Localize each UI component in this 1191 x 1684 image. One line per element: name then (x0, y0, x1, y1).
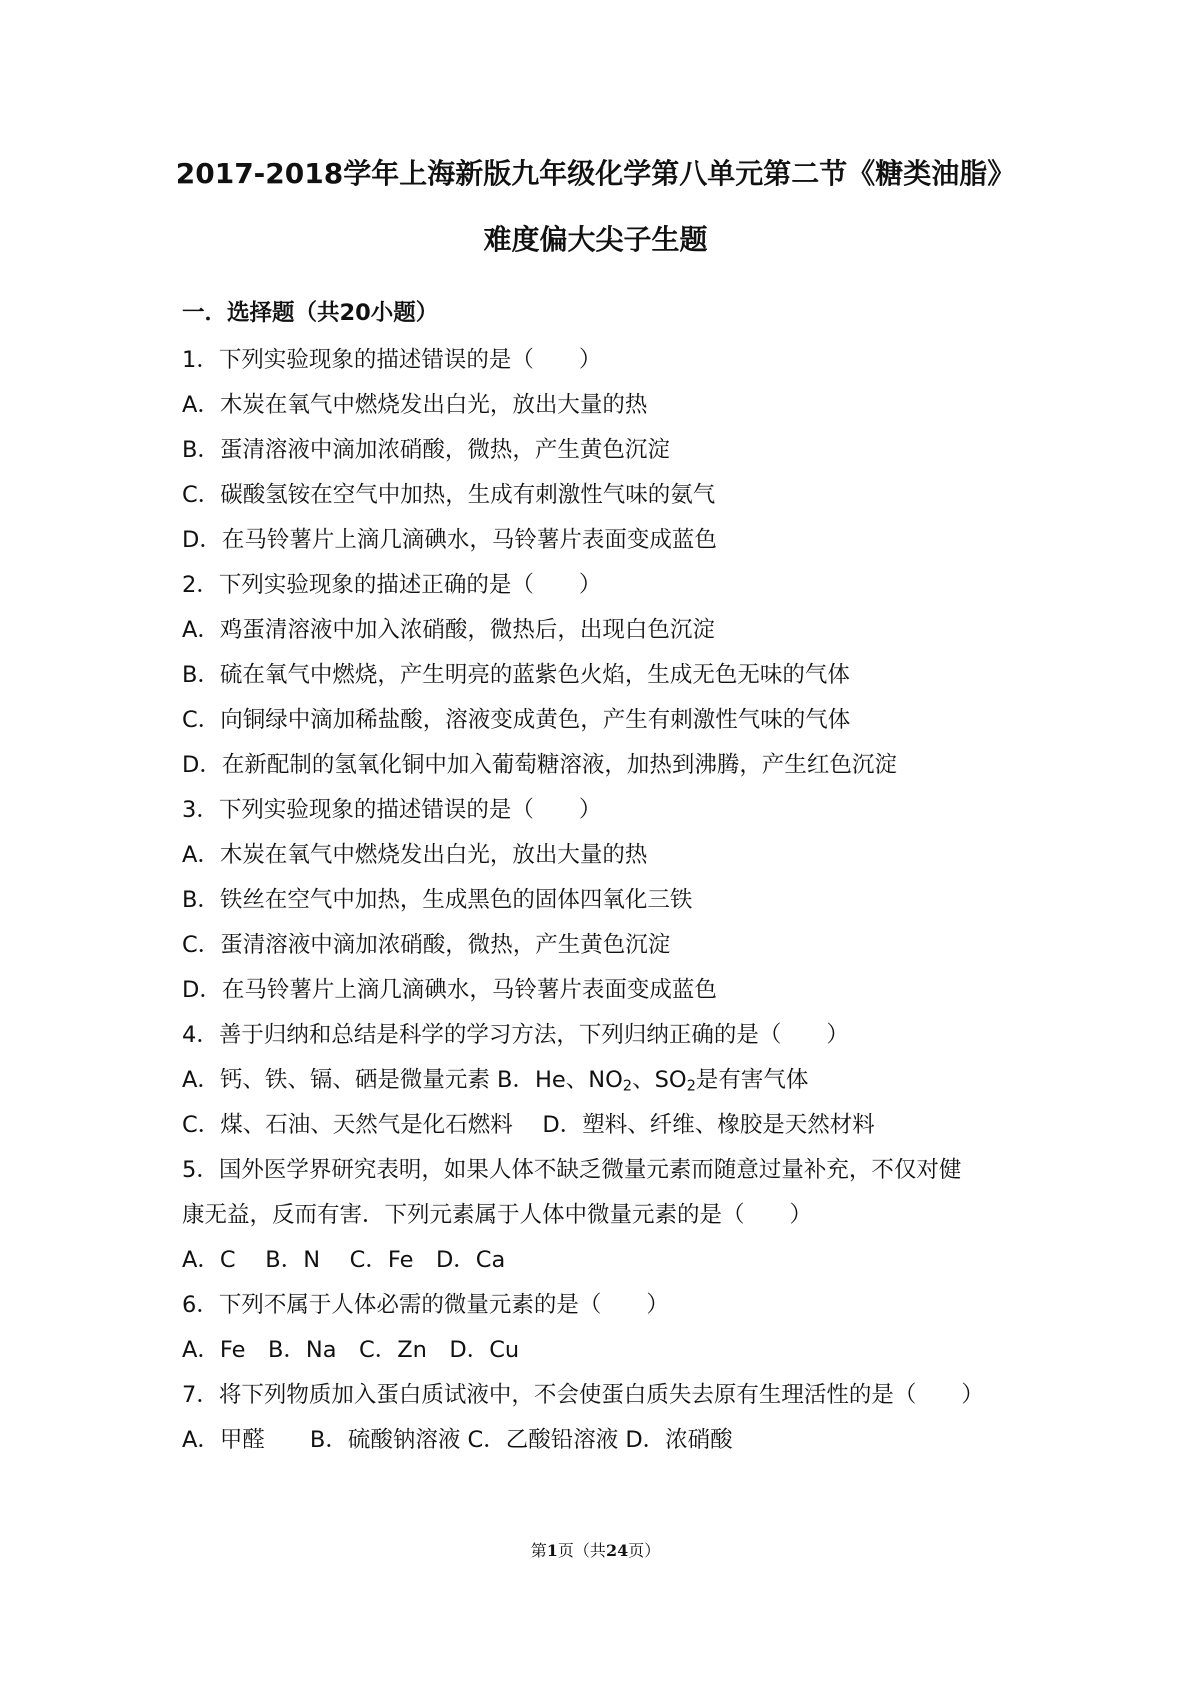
question-2-stem: 2．下列实验现象的描述正确的是（ ） (182, 572, 602, 598)
section-heading: 一．选择题（共20小题） (182, 300, 439, 326)
q4-ab-text-a: A．钙、铁、镉、硒是微量元素 B．He、NO (182, 1067, 623, 1093)
q4-ab-text-tail: 是有害气体 (695, 1067, 809, 1093)
question-2-option-c: C．向铜绿中滴加稀盐酸，溶液变成黄色，产生有刺激性气味的气体 (182, 707, 851, 733)
question-1-option-d: D．在马铃薯片上滴几滴碘水，马铃薯片表面变成蓝色 (182, 527, 717, 553)
document-title-line-1: 2017-2018学年上海新版九年级化学第八单元第二节《糖类油脂》 (175, 157, 1016, 190)
question-1-stem: 1．下列实验现象的描述错误的是（ ） (182, 347, 602, 373)
question-1-option-a: A．木炭在氧气中燃烧发出白光，放出大量的热 (182, 392, 648, 418)
question-4-options-ab (182, 1065, 808, 1102)
footer-page-number: 1 (546, 1541, 558, 1560)
q4-ab-text-mid: 、SO (632, 1067, 687, 1093)
footer-prefix: 第 (530, 1541, 547, 1560)
question-5-stem-line-2: 康无益，反而有害．下列元素属于人体中微量元素的是（ ） (182, 1202, 813, 1228)
question-3-option-a: A．木炭在氧气中燃烧发出白光，放出大量的热 (182, 842, 648, 868)
question-4-options-cd: C．煤、石油、天然气是化石燃料 D．塑料、纤维、橡胶是天然材料 (182, 1112, 875, 1138)
footer-total-pages: 24 (605, 1541, 629, 1560)
footer-middle: 页（共 (557, 1541, 606, 1560)
question-1-option-c: C．碳酸氢铵在空气中加热，生成有刺激性气味的氨气 (182, 482, 716, 508)
question-3-option-c: C．蛋清溶液中滴加浓硝酸，微热，产生黄色沉淀 (182, 932, 671, 958)
question-7-stem: 7．将下列物质加入蛋白质试液中，不会使蛋白质失去原有生理活性的是（ ） (182, 1382, 984, 1408)
document-title-line-2: 难度偏大尖子生题 (483, 223, 708, 256)
q4-ab-subscript-2: 2 (686, 1077, 696, 1095)
question-3-stem: 3．下列实验现象的描述错误的是（ ） (182, 797, 602, 823)
footer-suffix: 页） (628, 1541, 661, 1560)
question-2-option-a: A．鸡蛋清溶液中加入浓硝酸，微热后，出现白色沉淀 (182, 617, 715, 643)
question-1-option-b: B．蛋清溶液中滴加浓硝酸，微热，产生黄色沉淀 (182, 437, 670, 463)
q4-ab-subscript-1: 2 (622, 1077, 633, 1095)
question-7-options: A．甲醛 B．硫酸钠溶液 C．乙酸铅溶液 D．浓硝酸 (182, 1427, 733, 1453)
question-3-option-b: B．铁丝在空气中加热，生成黑色的固体四氧化三铁 (182, 887, 693, 913)
question-6-options: A．Fe B．Na C．Zn D．Cu (182, 1337, 520, 1363)
page-footer (0, 1538, 1191, 1561)
question-6-stem: 6．下列不属于人体必需的微量元素的是（ ） (182, 1292, 669, 1318)
question-5-stem-line-1: 5．国外医学界研究表明，如果人体不缺乏微量元素而随意过量补充，不仅对健 (182, 1157, 962, 1183)
question-2-option-d: D．在新配制的氢氧化铜中加入葡萄糖溶液，加热到沸腾，产生红色沉淀 (182, 752, 897, 778)
question-2-option-b: B．硫在氧气中燃烧，产生明亮的蓝紫色火焰，生成无色无味的气体 (182, 662, 850, 688)
question-3-option-d: D．在马铃薯片上滴几滴碘水，马铃薯片表面变成蓝色 (182, 977, 717, 1003)
question-4-stem: 4．善于归纳和总结是科学的学习方法，下列归纳正确的是（ ） (182, 1022, 849, 1048)
question-5-options: A．C B．N C．Fe D．Ca (182, 1247, 506, 1273)
